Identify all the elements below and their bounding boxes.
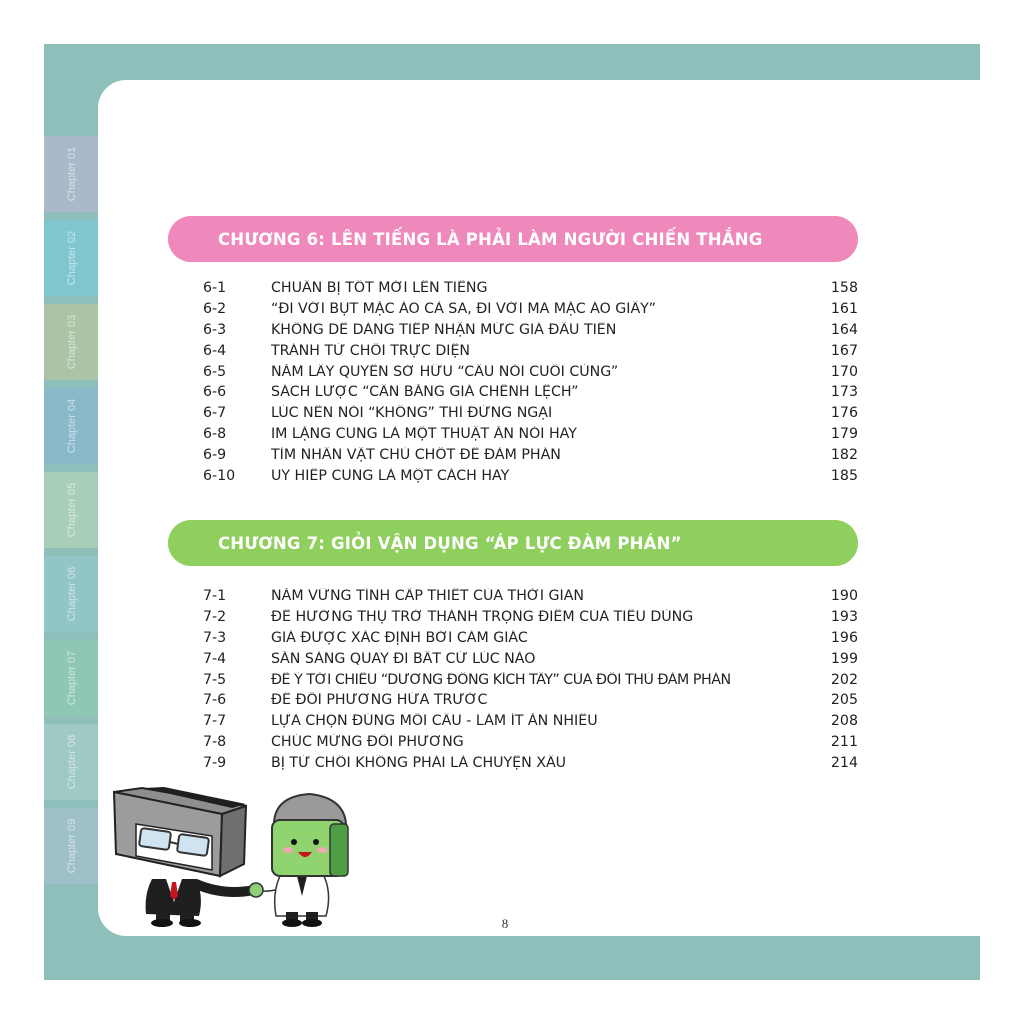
toc-entry-number: 7-3 [203,629,227,646]
toc-entry-page: 208 [830,713,858,730]
toc-entry-title: TÌM NHÂN VẬT CHỦ CHỐT ĐỂ ĐÀM PHÁN [271,446,561,463]
chapter6-heading: CHƯƠNG 6: LÊN TIẾNG LÀ PHẢI LÀM NGƯỜI CHIẾN THẮNG [218,229,763,249]
toc-entry-page: 199 [830,650,858,667]
side-tab-label: Chapter 01 [66,146,78,202]
toc-entry-page: 202 [830,671,858,688]
toc-entry[interactable] [203,361,858,382]
toc-entry-number: 6-2 [203,301,227,318]
toc-entry[interactable] [203,752,858,773]
toc-entry-page: 173 [830,384,858,401]
side-tab-chapter-08[interactable] [44,724,100,800]
toc-entry-number: 7-1 [203,588,227,605]
toc-entry-title: ĐỂ HƯỞNG THỤ TRỞ THÀNH TRỌNG ĐIỂM CỦA TIÊU DÙNG [271,609,694,626]
toc-entry-number: 6-8 [203,425,227,442]
side-tab-chapter-07[interactable] [44,640,100,716]
toc-entry[interactable] [203,669,858,690]
toc-entry-title: LỰA CHỌN ĐÚNG MỖI CÂU - LÀM ÍT ĂN NHIỀU [271,713,598,730]
side-tab-chapter-06[interactable] [44,556,100,632]
toc-entry-title: ĐỂ ĐỐI PHƯƠNG HỨA TRƯỚC [271,692,488,709]
toc-entry-title: BỊ TỪ CHỐI KHÔNG PHẢI LÀ CHUYỆN XẤU [271,754,567,771]
toc-entry-title: GIÁ ĐƯỢC XÁC ĐỊNH BỞI CẢM GIÁC [271,629,528,646]
toc-entry-title: ĐỂ Ý TỚI CHIÊU “DƯƠNG ĐÔNG KÍCH TÂY” CỦA ĐỐI THỦ ĐÀM PHÁN [271,671,731,688]
toc-entry-page: 205 [830,692,858,709]
toc-entry[interactable] [203,444,858,465]
toc-entry[interactable] [203,382,858,403]
toc-entry[interactable] [203,465,858,486]
toc-entry-number: 6-9 [203,446,227,463]
side-tab-label: Chapter 05 [66,482,78,538]
toc-entry-number: 7-4 [203,650,227,667]
toc-entry-title: SẴN SÀNG QUAY ĐI BẤT CỨ LÚC NÀO [271,650,536,667]
chapter6-heading-banner [168,216,858,262]
toc-entry[interactable] [203,340,858,361]
page-number: 8 [501,916,509,931]
toc-entry-number: 6-1 [203,280,227,297]
toc-entry[interactable] [203,424,858,445]
toc-entry-page: 185 [830,467,858,484]
toc-entry-title: CHÚC MỪNG ĐỐI PHƯƠNG [271,733,464,750]
toc-entry-number: 6-7 [203,405,227,422]
chapter6-toc [203,278,858,486]
toc-entry-number: 6-10 [203,467,236,484]
toc-entry[interactable] [203,648,858,669]
toc-entry-number: 7-2 [203,609,227,626]
toc-entry-title: KHÔNG DỄ DÀNG TIẾP NHẬN MỨC GIÁ ĐẦU TIÊN [271,321,617,338]
side-tab-label: Chapter 04 [66,398,78,454]
side-tab-chapter-03[interactable] [44,304,100,380]
toc-entry-number: 6-3 [203,321,227,338]
toc-entry-number: 6-5 [203,363,227,380]
toc-entry-page: 211 [830,733,858,750]
toc-entry-number: 7-8 [203,733,227,750]
toc-entry-page: 196 [830,629,858,646]
toc-entry[interactable] [203,320,858,341]
toc-entry-title: SÁCH LƯỢC “CÂN BẰNG GIÁ CHÊNH LỆCH” [271,384,579,401]
toc-entry[interactable] [203,628,858,649]
toc-entry-page: 167 [830,342,858,359]
toc-entry-number: 6-4 [203,342,227,359]
toc-entry-number: 7-5 [203,671,227,688]
toc-entry-title: NẮM VỮNG TÍNH CẤP THIẾT CỦA THỜI GIAN [271,588,585,605]
chapter7-toc [203,586,858,773]
side-tab-label: Chapter 02 [66,230,78,286]
toc-entry-page: 158 [830,280,858,297]
side-tab-label: Chapter 08 [66,734,78,790]
side-tab-chapter-02[interactable] [44,220,100,296]
toc-entry-title: IM LẶNG CŨNG LÀ MỘT THUẬT ĂN NÓI HAY [271,425,577,442]
toc-entry-title: CHUẨN BỊ TỐT MỚI LÊN TIẾNG [271,280,488,297]
chapter7-heading: CHƯƠNG 7: GIỎI VẬN DỤNG “ÁP LỰC ĐÀM PHÁN” [218,533,682,553]
toc-entry[interactable] [203,732,858,753]
side-tab-label: Chapter 07 [66,650,78,706]
toc-entry-page: 190 [830,588,858,605]
handshake-mascots-icon [104,784,374,929]
toc-entry-page: 214 [830,754,858,771]
toc-entry[interactable] [203,607,858,628]
toc-entry[interactable] [203,403,858,424]
toc-entry-number: 7-7 [203,713,227,730]
toc-entry[interactable] [203,299,858,320]
toc-entry-page: 170 [830,363,858,380]
side-tab-label: Chapter 03 [66,314,78,370]
side-tab-label: Chapter 09 [66,818,78,874]
toc-entry-page: 161 [830,301,858,318]
toc-entry-title: TRÁNH TỪ CHỐI TRỰC DIỆN [271,342,471,359]
toc-entry-page: 193 [830,609,858,626]
toc-entry[interactable] [203,711,858,732]
mascot-illustration [104,784,374,933]
toc-entry-title: NẮM LẤY QUYỀN SỞ HỮU “CÂU NÓI CUỐI CÙNG” [271,363,619,380]
side-tab-chapter-04[interactable] [44,388,100,464]
toc-entry-page: 164 [830,321,858,338]
toc-entry-page: 179 [830,425,858,442]
toc-entry-page: 176 [830,405,858,422]
side-tab-chapter-09[interactable] [44,808,100,884]
side-tab-chapter-05[interactable] [44,472,100,548]
toc-entry[interactable] [203,278,858,299]
toc-entry-title: “ĐI VỚI BỤT MẶC ÁO CÀ SA, ĐI VỚI MA MẶC ÁO GIẤY” [271,301,656,318]
toc-entry-number: 7-9 [203,754,227,771]
toc-entry-title: LÚC NÊN NÓI “KHÔNG” THÌ ĐỪNG NGẠI [271,405,553,422]
side-tab-label: Chapter 06 [66,566,78,622]
chapter7-heading-banner [168,520,858,566]
toc-entry-title: UY HIẾP CŨNG LÀ MỘT CÁCH HAY [271,467,510,484]
toc-entry-number: 7-6 [203,692,227,709]
side-tab-chapter-01[interactable] [44,136,100,212]
chapter-side-tabs [44,136,100,904]
toc-entry-number: 6-6 [203,384,227,401]
toc-entry[interactable] [203,586,858,607]
toc-entry[interactable] [203,690,858,711]
toc-entry-page: 182 [830,446,858,463]
